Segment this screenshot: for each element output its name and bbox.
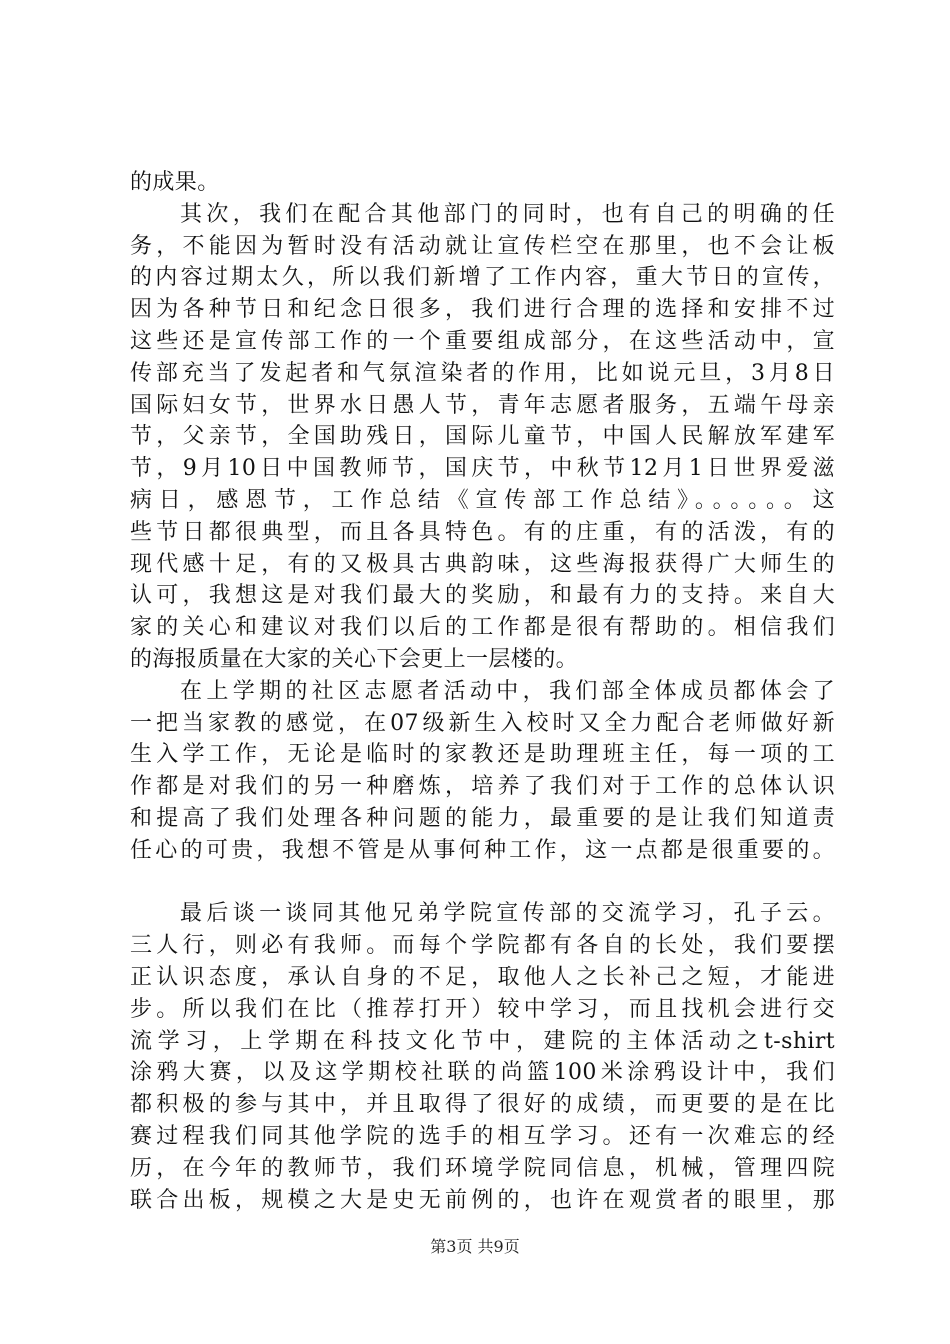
text-line: 一把当家教的感觉，在07级新生入校时又全力配合老师做好新 xyxy=(130,711,835,736)
paragraph-start-line: 其次，我们在配合其他部门的同时，也有自己的明确的任 xyxy=(180,202,835,227)
text-line: 流学习，上学期在科技文化节中，建院的主体活动之t-shirt xyxy=(130,1029,835,1054)
text-line: 历，在今年的教师节，我们环境学院同信息，机械，管理四院 xyxy=(130,1156,835,1181)
text-line: 的内容过期太久，所以我们新增了工作内容，重大节日的宣传， xyxy=(130,265,835,290)
text-line: 节，9月10日中国教师节，国庆节，中秋节12月1日世界爱滋 xyxy=(130,456,835,481)
paragraph-start-line: 最后谈一谈同其他兄弟学院宣传部的交流学习，孔子云。 xyxy=(180,901,835,926)
text-line: 联合出板，规模之大是史无前例的，也许在观赏者的眼里，那 xyxy=(130,1188,835,1213)
text-line: 因为各种节日和纪念日很多，我们进行合理的选择和安排不过 xyxy=(130,297,835,322)
text-line: 任心的可贵，我想不管是从事何种工作，这一点都是很重要的。 xyxy=(130,838,835,863)
text-line: 涂鸦大赛，以及这学期校社联的尚篮100米涂鸦设计中，我们 xyxy=(130,1060,835,1085)
text-line: 些节日都很典型，而且各具特色。有的庄重，有的活泼，有的 xyxy=(130,520,835,545)
text-line: 认可，我想这是对我们最大的奖励，和最有力的支持。来自大 xyxy=(130,583,835,608)
text-line: 和提高了我们处理各种问题的能力，最重要的是让我们知道责 xyxy=(130,806,835,831)
text-line: 赛过程我们同其他学院的选手的相互学习。还有一次难忘的经 xyxy=(130,1124,835,1149)
text-line: 正认识态度，承认自身的不足，取他人之长补己之短，才能进 xyxy=(130,965,835,990)
text-line: 作都是对我们的另一种磨炼，培养了我们对于工作的总体认识 xyxy=(130,774,835,799)
text-line: 的海报质量在大家的关心下会更上一层楼的。 xyxy=(130,647,579,672)
text-line: 病日，感恩节，工作总结《宣传部工作总结》。。。。。。这 xyxy=(130,488,835,513)
text-line: 国际妇女节，世界水日愚人节，青年志愿者服务，五端午母亲 xyxy=(130,393,835,418)
page-number-footer: 第3页 共9页 xyxy=(430,1237,520,1256)
text-line: 现代感十足，有的又极具古典韵味，这些海报获得广大师生的 xyxy=(130,552,835,577)
text-line: 都积极的参与其中，并且取得了很好的成绩，而更要的是在比 xyxy=(130,1092,835,1117)
text-line: 这些还是宣传部工作的一个重要组成部分，在这些活动中，宣 xyxy=(130,329,835,354)
text-line: 步。所以我们在比（推荐打开）较中学习，而且找机会进行交 xyxy=(130,997,835,1022)
text-line: 的成果。 xyxy=(130,170,220,195)
paragraph-start-line: 在上学期的社区志愿者活动中，我们部全体成员都体会了 xyxy=(180,679,835,704)
text-line: 传部充当了发起者和气氛渲染者的作用，比如说元旦，3月8日 xyxy=(130,361,835,386)
text-line: 生入学工作，无论是临时的家教还是助理班主任，每一项的工 xyxy=(130,742,835,767)
text-line: 务，不能因为暂时没有活动就让宣传栏空在那里，也不会让板 xyxy=(130,234,835,259)
text-line: 三人行，则必有我师。而每个学院都有各自的长处，我们要摆 xyxy=(130,933,835,958)
text-line: 家的关心和建议对我们以后的工作都是很有帮助的。相信我们 xyxy=(130,615,835,640)
text-line: 节，父亲节，全国助残日，国际儿童节，中国人民解放军建军 xyxy=(130,424,835,449)
